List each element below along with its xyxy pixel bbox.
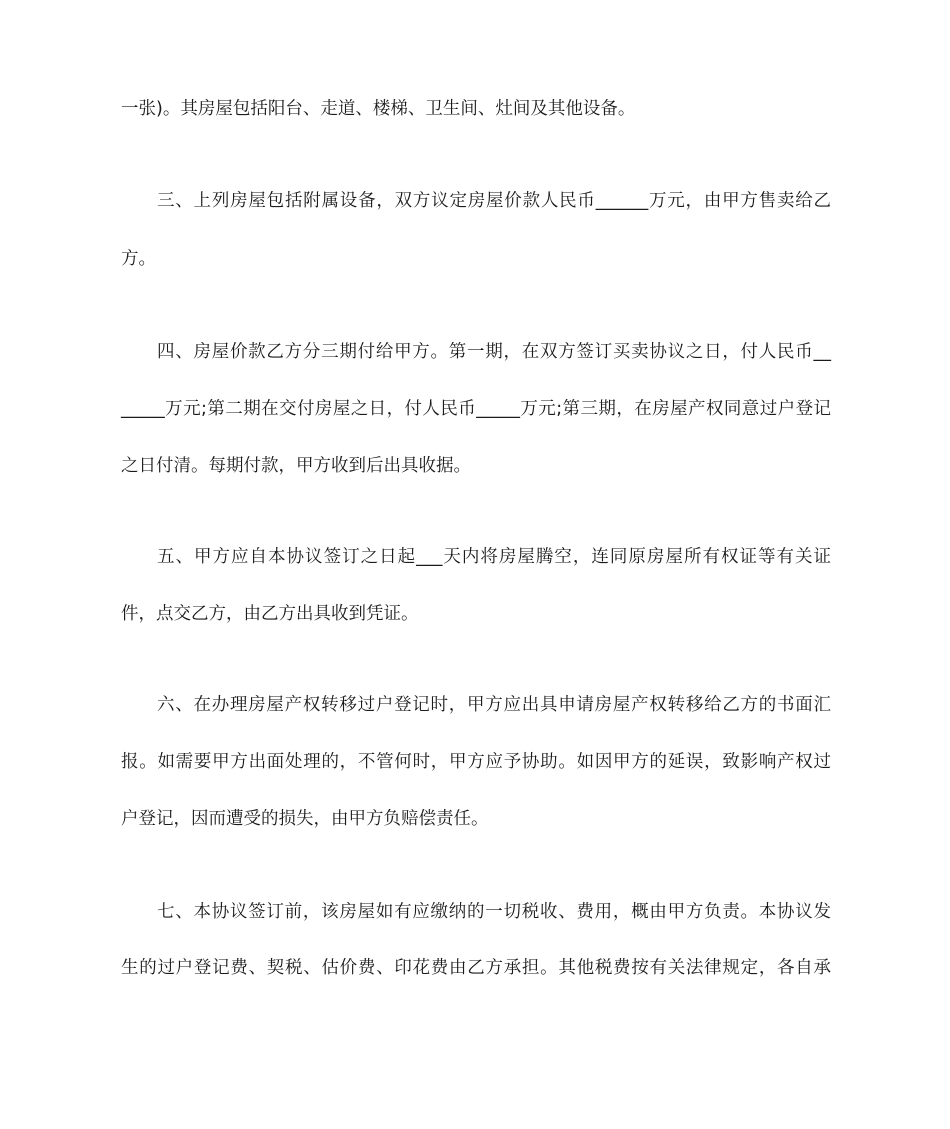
- paragraph-4-line-1: 四、房屋价款乙方分三期付给甲方。第一期，在双方签订买卖协议之日，付人民币__: [157, 342, 831, 362]
- paragraph-6-line-2: 报。如需要甲方出面处理的，不管何时，甲方应予协助。如因甲方的延误，致影响产权过: [121, 752, 831, 772]
- paragraph-6-line-3: 户登记，因而遭受的损失，由甲方负赔偿责任。: [121, 809, 489, 829]
- text-line: 一张)。其房屋包括阳台、走道、楼梯、卫生间、灶间及其他设备。: [121, 99, 636, 119]
- paragraph-3-line-2: 方。: [121, 249, 156, 269]
- paragraph-7-line-2: 生的过户登记费、契税、估价费、印花费由乙方承担。其他税费按有关法律规定，各自承: [121, 958, 831, 978]
- paragraph-7-line-1: 七、本协议签订前，该房屋如有应缴纳的一切税收、费用，概由甲方负责。本协议发: [157, 902, 831, 922]
- paragraph-4-line-3: 之日付清。每期付款，甲方收到后出具收据。: [121, 456, 471, 476]
- paragraph-4-line-2: _____万元;第二期在交付房屋之日，付人民币_____万元;第三期，在房屋产权同意过户登记: [121, 399, 831, 419]
- paragraph-6-line-1: 六、在办理房屋产权转移过户登记时，甲方应出具申请房屋产权转移给乙方的书面汇: [157, 695, 831, 715]
- paragraph-5-line-1: 五、甲方应自本协议签订之日起___天内将房屋腾空，连同原房屋所有权证等有关证: [157, 547, 831, 567]
- paragraph-5-line-2: 件，点交乙方，由乙方出具收到凭证。: [121, 604, 419, 624]
- paragraph-3-line-1: 三、上列房屋包括附属设备，双方议定房屋价款人民币______万元，由甲方售卖给乙: [157, 191, 831, 211]
